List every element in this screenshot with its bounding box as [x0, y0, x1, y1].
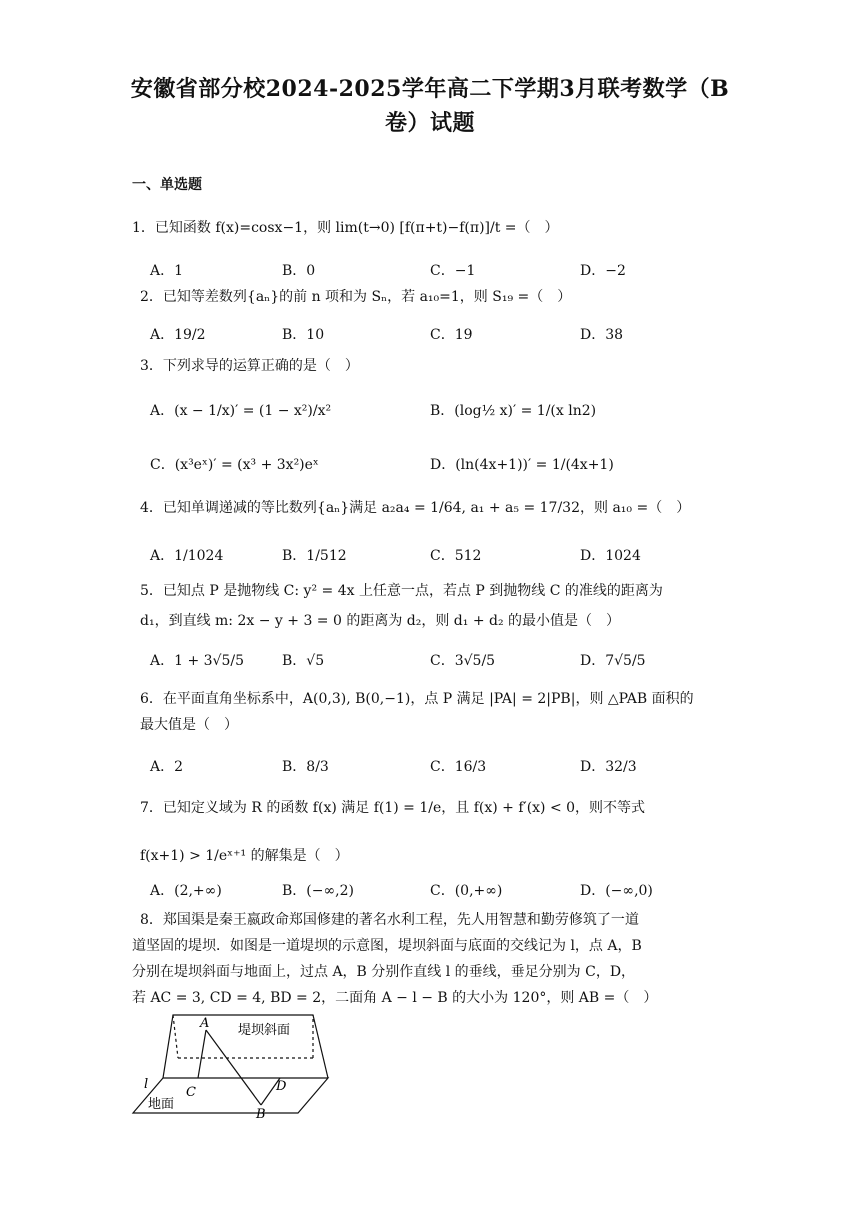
q3-option-a: A．(x − 1/x)′ = (1 − x²)/x² [150, 403, 332, 419]
question-1-stem: 1．已知函数 f(x)=cosx−1，则 lim(t→0) [f(π+t)−f(π)]/t =（ ） [132, 220, 559, 236]
q4-option-b: B．1/512 [282, 548, 347, 564]
question-8-stem-line-3: 分别在堤坝斜面与地面上，过点 A，B 分别作直线 l 的垂线，垂足分别为 C，D， [132, 964, 636, 980]
slope-label: 堤坝斜面 [238, 1023, 291, 1038]
q6-option-d: D．32/3 [580, 759, 637, 775]
dam-diagram [128, 1010, 338, 1125]
label-l: l [144, 1077, 149, 1092]
q3-option-d: D．(ln(4x+1))′ = 1/(4x+1) [430, 457, 614, 473]
ground-label: 地面 [148, 1097, 175, 1112]
label-a: A [200, 1016, 210, 1031]
title-line-1: 安徽省部分校2024-2025学年高二下学期3月联考数学（B [130, 76, 730, 102]
q5-option-a: A．1 + 3√5/5 [150, 653, 245, 669]
question-8-stem-line-2: 道坚固的堤坝．如图是一道堤坝的示意图，堤坝斜面与底面的交线记为 l，点 A，B [132, 938, 642, 954]
q6-option-a: A．2 [150, 759, 184, 775]
question-8-stem-line-4: 若 AC = 3, CD = 4, BD = 2，二面角 A − l − B 的大小为 120°，则 AB =（ ） [132, 990, 658, 1006]
section-heading: 一、单选题 [132, 177, 202, 193]
q3-option-c: C．(x³eˣ)′ = (x³ + 3x²)eˣ [150, 457, 319, 473]
question-6-stem-line-1: 6．在平面直角坐标系中，A(0,3), B(0,−1)，点 P 满足 |PA| = 2|PB|，则 △PAB 面积的 [140, 691, 694, 707]
question-2-stem: 2．已知等差数列{aₙ}的前 n 项和为 Sₙ，若 a₁₀=1，则 S₁₉ =（ ） [140, 289, 572, 305]
q2-option-c: C．19 [430, 327, 473, 343]
q2-option-d: D．38 [580, 327, 624, 343]
label-c: C [186, 1085, 196, 1100]
q4-option-d: D．1024 [580, 548, 641, 564]
q7-option-c: C．(0,+∞) [430, 883, 503, 899]
q4-option-a: A．1/1024 [150, 548, 224, 564]
q1-option-b: B．0 [282, 263, 316, 279]
q1-option-d: D．−2 [580, 263, 626, 279]
q5-option-b: B．√5 [282, 653, 325, 669]
question-8-stem-line-1: 8．郑国渠是秦王嬴政命郑国修建的著名水利工程，先人用智慧和勤劳修筑了一道 [140, 912, 639, 928]
q1-option-a: A．1 [150, 263, 184, 279]
q2-option-b: B．10 [282, 327, 325, 343]
q5-option-d: D．7√5/5 [580, 653, 646, 669]
q7-option-b: B．(−∞,2) [282, 883, 354, 899]
q6-option-b: B．8/3 [282, 759, 329, 775]
q1-option-c: C．−1 [430, 263, 476, 279]
q7-option-a: A．(2,+∞) [150, 883, 222, 899]
question-5-stem-line-1: 5．已知点 P 是抛物线 C: y² = 4x 上任意一点，若点 P 到抛物线 C 的准线的距离为 [140, 583, 663, 599]
segment-ab [206, 1030, 261, 1105]
question-3-stem: 3．下列求导的运算正确的是（ ） [140, 358, 359, 374]
title-line-2: 卷）试题 [384, 110, 475, 136]
q6-option-c: C．16/3 [430, 759, 487, 775]
q5-option-c: C．3√5/5 [430, 653, 496, 669]
label-d: D [276, 1079, 287, 1094]
q2-option-a: A．19/2 [150, 327, 206, 343]
question-6-stem-line-2: 最大值是（ ） [140, 717, 238, 733]
q7-option-d: D．(−∞,0) [580, 883, 653, 899]
question-4-stem: 4．已知单调递减的等比数列{aₙ}满足 a₂a₄ = 1/64, a₁ + a₅ = 17/32，则 a₁₀ =（ ） [140, 500, 691, 516]
question-7-stem-line-2: f(x+1) > 1/eˣ⁺¹ 的解集是（ ） [140, 848, 349, 864]
q3-option-b: B．(log½ x)′ = 1/(x ln2) [430, 403, 597, 419]
question-7-stem-line-1: 7．已知定义域为 R 的函数 f(x) 满足 f(1) = 1/e，且 f(x) + f′(x) < 0，则不等式 [140, 800, 646, 816]
exam-title [100, 72, 760, 140]
question-5-stem-line-2: d₁，到直线 m: 2x − y + 3 = 0 的距离为 d₂，则 d₁ + d₂ 的最小值是（ ） [140, 613, 621, 629]
q4-option-c: C．512 [430, 548, 482, 564]
segment-ac [198, 1030, 206, 1078]
label-b: B [256, 1107, 266, 1122]
